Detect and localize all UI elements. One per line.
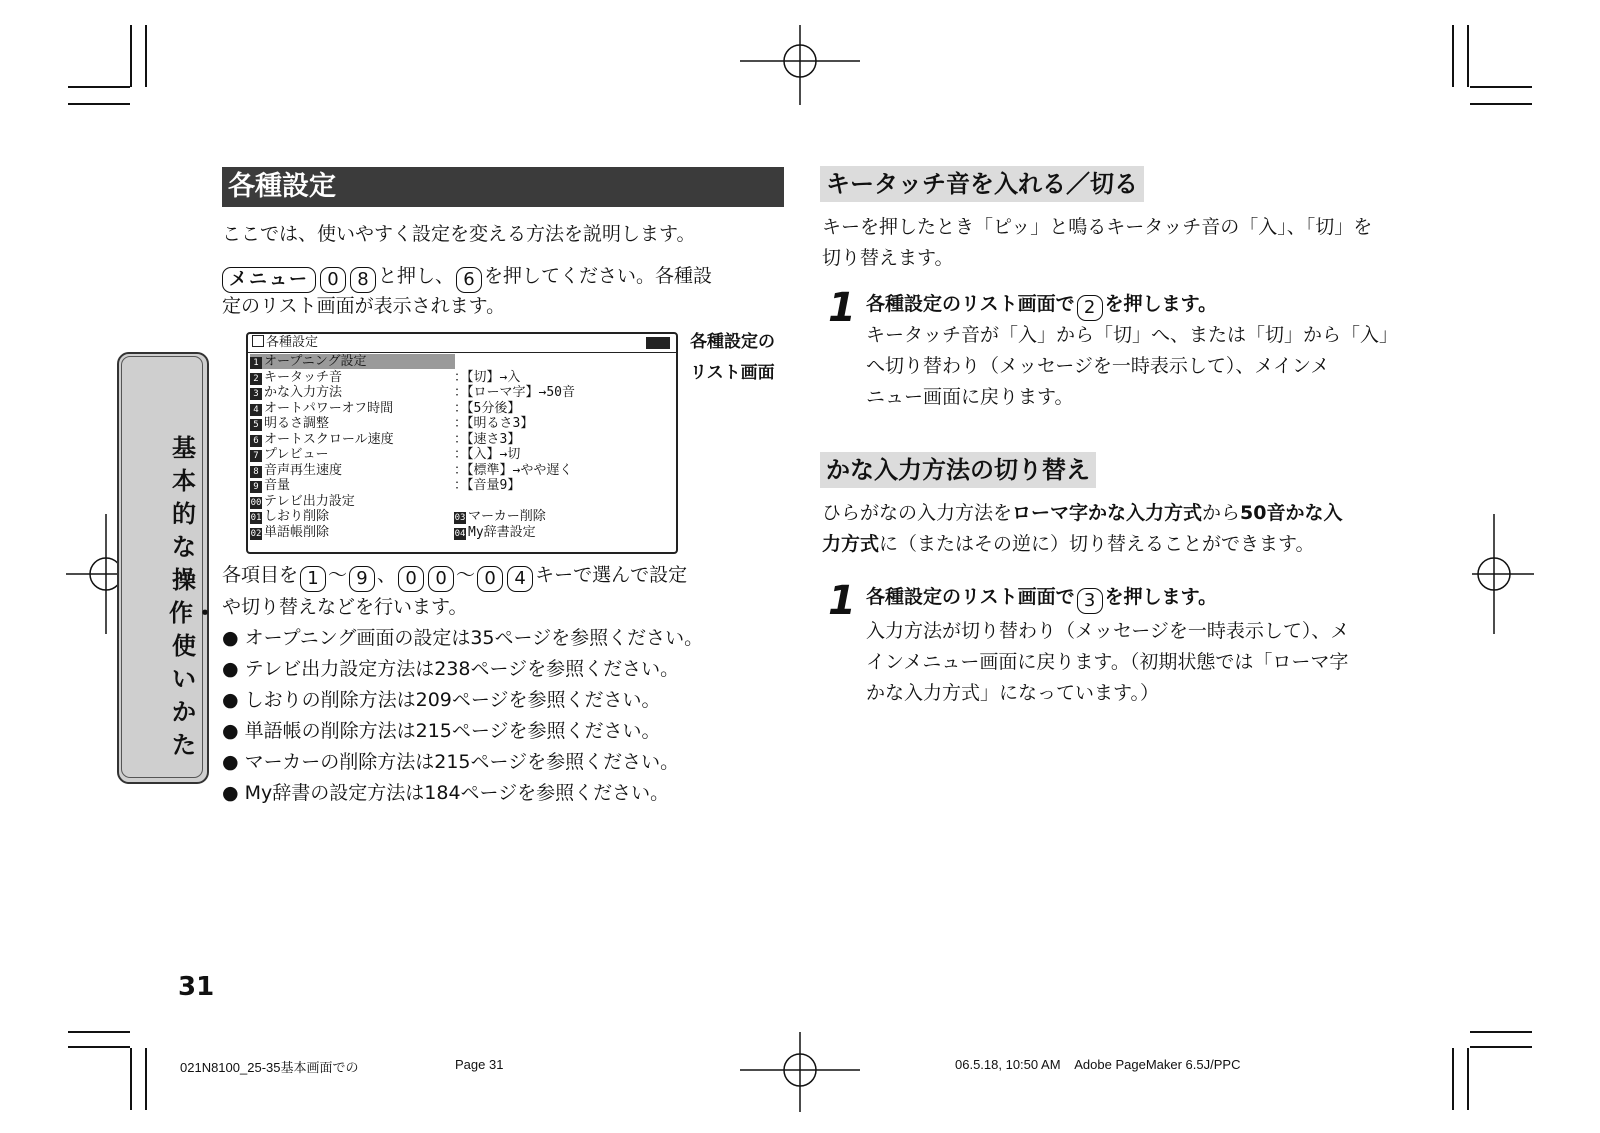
item-label: マーカー削除 [468, 509, 546, 524]
screen-list-item[interactable] [250, 385, 670, 400]
item-label: オートパワーオフ時間 [264, 400, 394, 416]
item-value: ：【切】→入 [454, 369, 521, 385]
page-number: 31 [178, 972, 215, 1002]
crop-mark [130, 1048, 132, 1110]
item-label: 音声再生速度 [264, 462, 343, 478]
step2-pre: 各種設定のリスト画面で [866, 586, 1075, 608]
screen-caption-2: リスト画面 [690, 363, 775, 383]
item-number-badge: 1 [250, 357, 262, 369]
item-number-badge: 2 [250, 373, 262, 385]
kana-desc-f: に（またはその逆に）切り替えることができます。 [879, 533, 1315, 555]
item-label: しおり削除 [264, 509, 330, 524]
step1-title [866, 287, 1217, 321]
bullet-text: オープニング画面の設定は35ページを参照ください。 [244, 627, 704, 649]
screen-list-item[interactable] [250, 463, 670, 478]
crop-mark [68, 1046, 130, 1048]
screen-list-item[interactable] [250, 447, 670, 462]
item-label: テレビ出力設定 [264, 493, 355, 509]
item-label: オートスクロール速度 [264, 431, 394, 447]
screen-list-item[interactable] [250, 432, 670, 447]
battery-icon [646, 337, 670, 349]
registration-mark-top [740, 25, 860, 105]
instruction-line-1 [220, 259, 712, 293]
after-screen-post: キーで選んで設定 [535, 564, 688, 586]
screen-list-item[interactable] [454, 525, 536, 540]
bullet-item: ● オープニング画面の設定は35ページを参照ください。 [222, 627, 704, 649]
item-label: かな入力方法 [264, 385, 343, 400]
key-4: 4 [507, 566, 533, 592]
key-0: 0 [477, 566, 503, 592]
key-3: 3 [1077, 588, 1103, 614]
screen-list-item[interactable] [250, 401, 670, 416]
item-value: ：【ローマ字】→50音 [454, 385, 575, 400]
bullet-text: 単語帳の削除方法は215ページを参照ください。 [244, 720, 661, 742]
crop-mark [1470, 103, 1532, 105]
screen-list-item[interactable] [250, 494, 670, 509]
bullet-text: しおりの削除方法は209ページを参照ください。 [244, 689, 661, 711]
kana-desc-e: 力方式 [822, 533, 880, 555]
crop-mark [145, 25, 147, 87]
heading-kana-input: かな入力方法の切り替え [820, 452, 1096, 488]
step1-desc-3: ニュー画面に戻ります。 [866, 386, 1074, 408]
step1-post: を押します。 [1104, 293, 1218, 315]
item-value: ：【標準】→やや遅く [454, 462, 573, 478]
item-number-badge: 9 [250, 481, 262, 493]
key-2: 2 [1077, 295, 1103, 321]
item-label: My辞書設定 [468, 524, 536, 540]
crop-mark [1470, 1046, 1532, 1048]
crop-mark [130, 25, 132, 87]
key-8: 8 [350, 267, 376, 293]
intro-text: ここでは、使いやすく設定を変える方法を説明します。 [222, 223, 696, 245]
instruction-after: を押してください。各種設 [484, 265, 713, 287]
instruction-mid: と押し、 [378, 265, 455, 287]
screen-title: 各種設定 [266, 335, 319, 350]
screen-list-item[interactable] [250, 370, 670, 385]
tilde: ～ [328, 564, 348, 586]
crop-mark [1470, 1031, 1532, 1033]
item-number-badge: 00 [250, 497, 262, 508]
item-number-badge: 4 [250, 404, 262, 416]
footer-page: Page 31 [455, 1057, 504, 1072]
item-number-badge: 04 [454, 528, 466, 539]
step2-desc-1: 入力方法が切り替わり（メッセージを一時表示して）、メ [866, 620, 1350, 642]
bullet-item: ● 単語帳の削除方法は215ページを参照ください。 [222, 720, 661, 742]
item-label: 音量 [264, 478, 291, 493]
crop-mark [1452, 25, 1454, 87]
step2-title [866, 580, 1217, 614]
kana-desc-b: ローマ字かな入力方式 [1012, 502, 1203, 524]
item-number-badge: 03 [454, 513, 466, 523]
step1-desc-1: キータッチ音が「入」から「切」へ、または「切」から「入」 [866, 324, 1399, 346]
kana-desc-2 [822, 527, 1315, 561]
crop-mark [1470, 86, 1532, 88]
item-number-badge: 3 [250, 388, 262, 400]
key-6: 6 [456, 267, 482, 293]
crop-mark [1467, 1048, 1469, 1110]
key-0: 0 [398, 566, 424, 592]
screen-list-item[interactable] [454, 509, 546, 524]
menu-key: メニュー [222, 267, 316, 293]
crop-mark [1467, 25, 1469, 87]
key-1: 1 [300, 566, 326, 592]
item-label: プレビュー [264, 447, 329, 462]
item-value: ：【速さ3】 [454, 431, 521, 447]
settings-list-screen [246, 332, 678, 554]
item-label: オープニング設定 [264, 354, 367, 369]
bullet-text: My辞書の設定方法は184ページを参照ください。 [244, 782, 670, 804]
step1-pre: 各種設定のリスト画面で [866, 293, 1075, 315]
bullet-text: テレビ出力設定方法は238ページを参照ください。 [244, 658, 680, 680]
crop-mark [68, 86, 130, 88]
registration-mark-bottom [740, 1032, 860, 1112]
key-touch-desc-2: 切り替えます。 [822, 247, 954, 269]
screen-title-bar [248, 334, 676, 353]
after-screen-line-2: や切り替えなどを行います。 [222, 596, 468, 618]
item-number-badge: 8 [250, 466, 262, 478]
item-label: 単語帳削除 [264, 524, 330, 540]
heading-key-touch: キータッチ音を入れる／切る [820, 166, 1144, 202]
item-value: ：【入】→切 [454, 447, 521, 462]
item-value: ：【5分後】 [454, 400, 521, 416]
crop-mark [1452, 1048, 1454, 1110]
separator: 、 [377, 564, 397, 586]
registration-mark-right [1472, 514, 1534, 634]
tilde: ～ [456, 564, 476, 586]
item-number-badge: 7 [250, 450, 262, 462]
step-number: 1 [828, 578, 856, 624]
key-touch-desc-1: キーを押したとき「ピッ」と鳴るキータッチ音の「入」、「切」を [822, 216, 1373, 238]
item-label: 明るさ調整 [264, 416, 330, 431]
step2-desc-3: かな入力方式」になっています。） [866, 682, 1159, 704]
bullet-item: ● しおりの削除方法は209ページを参照ください。 [222, 689, 661, 711]
footer-stamp: 06.5.18, 10:50 AM Adobe PageMaker 6.5J/PPC [955, 1057, 1241, 1072]
crop-mark [68, 103, 130, 105]
bullet-list [222, 623, 703, 809]
bullet-item: ● マーカーの削除方法は215ページを参照ください。 [222, 751, 680, 773]
bullet-item: ● My辞書の設定方法は184ページを参照ください。 [222, 782, 670, 804]
kana-desc-c: から [1202, 502, 1241, 524]
kana-desc-1 [822, 496, 1343, 530]
screen-caption-1: 各種設定の [690, 332, 775, 352]
bullet-item: ● テレビ出力設定方法は238ページを参照ください。 [222, 658, 680, 680]
after-screen-pre: 各項目を [222, 564, 299, 586]
kana-desc-a: ひらがなの入力方法を [822, 502, 1013, 524]
side-tab-label: 基本的な操作・使いかた [169, 434, 217, 759]
step1-desc-2: へ切り替わり（メッセージを一時表示して）、メインメ [866, 355, 1330, 377]
window-icon [252, 335, 264, 347]
item-value: ：【音量9】 [454, 478, 521, 493]
item-number-badge: 5 [250, 419, 262, 431]
item-number-badge: 6 [250, 435, 262, 447]
section-title: 各種設定 [222, 167, 784, 207]
screen-list-item[interactable] [250, 478, 670, 493]
item-number-badge: 02 [250, 528, 262, 539]
bullet-text: マーカーの削除方法は215ページを参照ください。 [244, 751, 680, 773]
step2-desc-2: インメニュー画面に戻ります。（初期状態では「ローマ字 [866, 651, 1349, 673]
instruction-line-2: 定のリスト画面が表示されます。 [222, 295, 506, 317]
kana-desc-d: 50音かな入 [1240, 502, 1343, 524]
footer-file: 021N8100_25-35基本画面での [180, 1060, 359, 1075]
screen-list-item[interactable] [250, 354, 455, 369]
crop-mark [145, 1048, 147, 1110]
crop-mark [68, 1031, 130, 1033]
key-0: 0 [428, 566, 454, 592]
step2-post: を押します。 [1104, 586, 1218, 608]
step-number: 1 [828, 285, 856, 331]
item-number-badge: 01 [250, 513, 262, 523]
key-9: 9 [349, 566, 375, 592]
key-0: 0 [320, 267, 346, 293]
item-label: キータッチ音 [264, 369, 343, 385]
after-screen-line-1 [222, 558, 687, 592]
screen-list-item[interactable] [250, 416, 670, 431]
item-value: ：【明るさ3】 [454, 416, 534, 431]
